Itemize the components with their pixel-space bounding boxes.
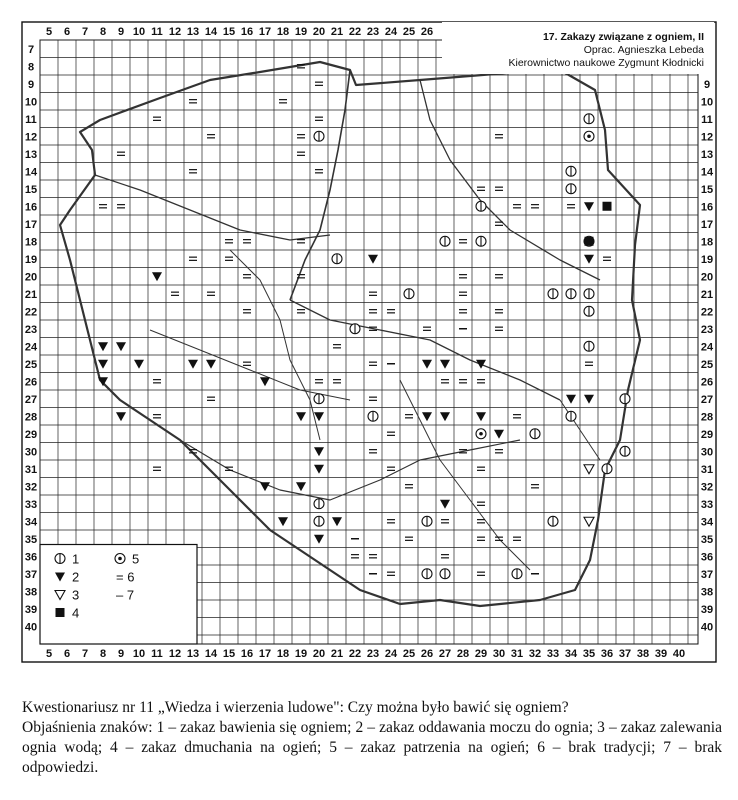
column-label-bottom: 12	[168, 648, 182, 660]
row-label-right: 32	[700, 481, 714, 494]
column-label-bottom: 22	[348, 648, 362, 660]
column-label-bottom: 14	[204, 648, 218, 660]
column-label-bottom: 23	[366, 648, 380, 660]
row-label-right: 21	[700, 288, 714, 301]
map-title: 17. Zakazy związane z ogniem, II	[542, 31, 704, 43]
caption-legend-explanation: Objaśnienia znaków: 1 – zakaz bawienia się ogniem; 2 – zakaz oddawania moczu do ognia; 3 – zakaz zalewania ognia wodą; 4 – zakaz dmuchania na ogień; 5 – zakaz patrzenia na ogień; 6 – brak tradycji; 7 – brak odpowiedzi.	[22, 719, 722, 776]
row-label-left: 36	[24, 551, 38, 564]
play-ban-marker	[602, 464, 612, 474]
row-label-left: 39	[24, 603, 38, 616]
square-shape	[56, 608, 65, 617]
column-label-top: 7	[81, 26, 89, 38]
play-ban-marker	[566, 411, 576, 421]
column-label-bottom: 33	[546, 648, 560, 660]
column-label-top: 15	[222, 26, 236, 38]
row-label-right: 39	[700, 603, 714, 616]
play-ban-marker	[584, 289, 594, 299]
row-label-left: 26	[24, 376, 38, 389]
play-ban-marker	[332, 254, 342, 264]
row-label-left: 34	[24, 516, 38, 529]
play-ban-marker	[314, 131, 324, 141]
square-shape	[603, 202, 612, 211]
row-label-left: 16	[24, 201, 38, 214]
row-label-right: 33	[700, 498, 714, 511]
blowing-ban-marker	[603, 202, 612, 211]
row-label-right: 40	[700, 621, 714, 634]
row-label-right: 25	[700, 358, 714, 371]
map-legend	[40, 545, 197, 645]
play-ban-marker	[314, 499, 324, 509]
legend-item	[116, 570, 134, 585]
play-ban-marker	[530, 429, 540, 439]
play-ban-marker	[548, 289, 558, 299]
column-label-top: 19	[294, 26, 308, 38]
column-label-top: 26	[420, 26, 434, 38]
play-ban-marker	[314, 516, 324, 526]
column-label-top: 16	[240, 26, 254, 38]
circle-dot-center	[587, 134, 591, 138]
play-ban-marker	[422, 569, 432, 579]
play-ban-marker	[566, 166, 576, 176]
column-label-bottom: 30	[492, 648, 506, 660]
column-label-bottom: 11	[151, 648, 163, 660]
map-caption	[22, 698, 722, 778]
play-ban-marker	[620, 446, 630, 456]
square-shape	[585, 237, 594, 246]
legend-label: 3	[72, 587, 80, 603]
row-label-left: 31	[24, 463, 38, 476]
column-label-bottom: 16	[240, 648, 254, 660]
row-label-right: 12	[700, 131, 714, 144]
legend-label: 4	[72, 605, 80, 621]
column-label-bottom: 29	[474, 648, 488, 660]
play-ban-marker	[620, 394, 630, 404]
column-label-bottom: 39	[654, 648, 668, 660]
row-label-right: 13	[700, 148, 714, 161]
row-label-right: 27	[700, 393, 714, 406]
column-label-top: 18	[276, 26, 290, 38]
row-label-right: 15	[700, 183, 714, 196]
row-label-right: 24	[700, 341, 714, 354]
column-label-top: 11	[151, 26, 163, 38]
row-label-left: 28	[24, 411, 38, 424]
map-direction: Kierownictwo naukowe Zygmunt Kłodnicki	[508, 57, 704, 69]
row-label-left: 20	[24, 271, 38, 284]
play-ban-marker	[314, 394, 324, 404]
column-label-top: 8	[99, 26, 107, 38]
column-label-bottom: 37	[618, 648, 632, 660]
row-label-left: 11	[25, 113, 37, 126]
row-label-right: 29	[700, 428, 714, 441]
row-label-right: 10	[700, 96, 714, 109]
column-label-bottom: 8	[99, 648, 107, 660]
play-ban-marker	[476, 201, 486, 211]
row-label-right: 26	[700, 376, 714, 389]
row-label-left: 33	[24, 498, 38, 511]
column-label-top: 25	[402, 26, 416, 38]
row-label-left: 21	[24, 288, 38, 301]
row-label-right: 31	[700, 463, 714, 476]
row-label-right: 28	[700, 411, 714, 424]
column-label-bottom: 13	[186, 648, 200, 660]
row-label-left: 32	[24, 481, 38, 494]
play-ban-marker	[350, 324, 360, 334]
circle-dot-center	[479, 432, 483, 436]
row-label-left: 37	[24, 568, 38, 581]
play-ban-marker	[512, 569, 522, 579]
row-label-left: 18	[24, 236, 38, 249]
row-label-left: 30	[24, 446, 38, 459]
looking-ban-marker	[476, 429, 486, 439]
play-ban-marker	[548, 516, 558, 526]
legend-label: 1	[72, 551, 80, 567]
row-label-right: 9	[703, 78, 711, 91]
column-label-bottom: 32	[528, 648, 542, 660]
column-label-bottom: 6	[63, 648, 71, 660]
legend-symbol	[55, 554, 65, 564]
row-label-left: 10	[24, 96, 38, 109]
map-title-box	[442, 22, 714, 74]
column-label-bottom: 40	[672, 648, 686, 660]
row-label-left: 29	[24, 428, 38, 441]
column-label-bottom: 5	[45, 648, 53, 660]
column-label-bottom: 27	[438, 648, 452, 660]
play-ban-marker	[566, 184, 576, 194]
legend-label: 5	[132, 551, 140, 567]
column-label-top: 24	[384, 26, 398, 38]
row-label-left: 38	[24, 586, 38, 599]
row-label-right: 19	[700, 253, 714, 266]
row-label-left: 12	[24, 131, 38, 144]
row-label-right: 14	[700, 166, 714, 179]
row-label-left: 27	[24, 393, 38, 406]
column-label-top: 12	[168, 26, 182, 38]
column-label-bottom: 34	[564, 648, 578, 660]
play-ban-marker	[440, 569, 450, 579]
row-label-right: 22	[700, 306, 714, 319]
row-label-left: 24	[24, 341, 38, 354]
column-label-bottom: 31	[510, 648, 524, 660]
column-label-top: 23	[366, 26, 380, 38]
column-label-bottom: 24	[384, 648, 398, 660]
column-label-bottom: 18	[276, 648, 290, 660]
column-label-bottom: 20	[312, 648, 326, 660]
row-label-left: 17	[24, 218, 38, 231]
play-ban-marker	[440, 236, 450, 246]
column-label-bottom: 36	[600, 648, 614, 660]
looking-ban-marker	[584, 131, 594, 141]
circle-dot-center	[118, 557, 122, 561]
column-label-top: 22	[348, 26, 362, 38]
row-label-right: 20	[700, 271, 714, 284]
row-label-left: 40	[24, 621, 38, 634]
row-label-right: 38	[700, 586, 714, 599]
play-ban-marker	[584, 306, 594, 316]
row-label-left: 8	[27, 61, 35, 74]
row-label-left: 25	[24, 358, 38, 371]
legend-symbol	[56, 608, 65, 617]
row-label-right: 30	[700, 446, 714, 459]
row-label-left: 23	[24, 323, 38, 336]
column-label-bottom: 19	[294, 648, 308, 660]
play-ban-marker	[476, 236, 486, 246]
column-label-top: 14	[204, 26, 218, 38]
row-label-left: 19	[24, 253, 38, 266]
row-label-right: 36	[700, 551, 714, 564]
row-label-left: 22	[24, 306, 38, 319]
column-label-top: 17	[258, 26, 272, 38]
map-author: Oprac. Agnieszka Lebeda	[583, 44, 704, 56]
play-ban-marker	[584, 341, 594, 351]
row-label-left: 15	[24, 183, 38, 196]
play-ban-marker	[368, 411, 378, 421]
legend-label: 2	[72, 569, 80, 585]
column-label-top: 20	[312, 26, 326, 38]
blowing-ban-marker	[585, 237, 594, 246]
row-label-right: 18	[700, 236, 714, 249]
column-label-top: 5	[45, 26, 53, 38]
row-label-left: 14	[24, 166, 38, 179]
play-ban-marker	[422, 516, 432, 526]
caption-question: Kwestionariusz nr 11 „Wiedza i wierzenia ludowe": Czy można było bawić się ogniem?	[22, 699, 569, 716]
row-label-left: 35	[24, 533, 38, 546]
row-label-left: 9	[27, 78, 35, 91]
row-label-left: 13	[24, 148, 38, 161]
column-label-bottom: 9	[117, 648, 125, 660]
row-label-right: 17	[700, 218, 714, 231]
legend-item	[116, 588, 134, 603]
column-label-bottom: 26	[420, 648, 434, 660]
column-label-bottom: 7	[81, 648, 89, 660]
column-label-top: 21	[330, 26, 344, 38]
column-label-bottom: 28	[456, 648, 470, 660]
row-label-right: 16	[700, 201, 714, 214]
legend-label: – 7	[116, 587, 135, 603]
column-label-top: 13	[186, 26, 200, 38]
row-label-right: 35	[700, 533, 714, 546]
column-label-top: 10	[132, 26, 146, 38]
column-label-bottom: 25	[402, 648, 416, 660]
legend-symbol	[115, 554, 125, 564]
row-label-right: 11	[701, 113, 713, 126]
play-ban-marker	[584, 114, 594, 124]
row-label-right: 34	[700, 516, 714, 529]
legend-label: = 6	[116, 569, 135, 585]
play-ban-marker	[404, 289, 414, 299]
column-label-bottom: 21	[330, 648, 344, 660]
column-label-bottom: 15	[222, 648, 236, 660]
row-label-right: 23	[700, 323, 714, 336]
play-ban-marker	[566, 289, 576, 299]
column-label-bottom: 17	[258, 648, 272, 660]
row-label-left: 7	[27, 43, 35, 56]
row-label-right: 37	[700, 568, 714, 581]
column-label-bottom: 10	[132, 648, 146, 660]
column-label-top: 6	[63, 26, 71, 38]
column-label-bottom: 35	[582, 648, 596, 660]
column-label-top: 9	[117, 26, 125, 38]
column-label-bottom: 38	[636, 648, 650, 660]
